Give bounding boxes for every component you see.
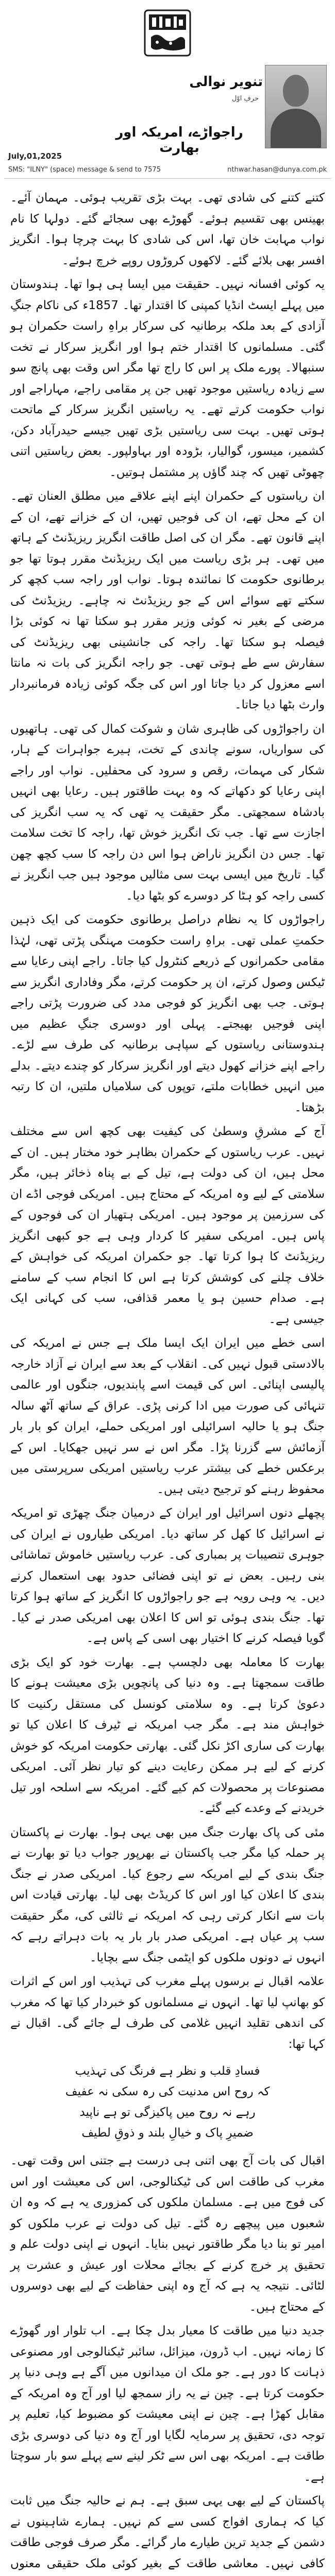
article-paragraph: ان ریاستوں کے حکمران اپنے اپنے علاقے میں مطلق العنان تھے۔ ان کے محل تھے، ان کی فوجیں تھیں، ان کے خزانے تھے، ان کے اپنے قانون تھے۔ مگر ان کی اصل طاقت انگریز ریزیڈنٹ کے ہاتھ میں تھی۔ ہر بڑی ریاست میں ایک ریزیڈنٹ مقرر ہوتا تھا جو برطانوی حکومت کا نمائندہ ہوتا۔ نواب اور راجہ سب کچھ کر سکتے تھے سوائے اس کے جو ریزیڈنٹ نہ چاہے۔ ریزیڈنٹ کی مرضی کے بغیر نہ کوئی وزیر مقرر ہو سکتا تھا نہ کوئی بڑا فیصلہ ہو سکتا تھا۔ راجہ کی جانشینی بھی ریزیڈنٹ کی سفارش سے طے ہوتی تھی۔ جو راجہ انگریز کی بات نہ مانتا اسے معزول کر دیا جاتا اور اس کی جگہ کوئی زیادہ فرمانبردار وارث بٹھا دیا جاتا۔ bbox=[10, 489, 325, 711]
column-title: راجواڑے، امریکہ اور بھارت bbox=[115, 125, 243, 156]
author-role: حرفِ اوّل bbox=[231, 95, 259, 103]
header-divider bbox=[4, 178, 331, 179]
poem-verse: ضمیرِ پاک و خیالِ بلند و ذوقِ لطیف bbox=[81, 2126, 254, 2140]
article-paragraph: پاکستان کے لیے بھی یہی سبق ہے۔ ہم نے حالیہ جنگ میں ثابت کیا کہ ہماری افواج کسی سے کم نہیں۔ ہمارے شاہینوں نے دشمن کے جدید ترین طیارے مار گرائے۔ مگر صرف فوجی طاقت کافی نہیں۔ معاشی طاقت کے بغیر کوئی ملک حقیقی معنوں bbox=[10, 2494, 325, 2570]
poem-verse: فسادِ قلب و نظر ہے فرنگ کی تہذیب bbox=[75, 2064, 260, 2078]
article-paragraph: آج کے مشرقِ وسطیٰ کی کیفیت بھی کچھ اس سے مختلف نہیں۔ عرب ریاستوں کے حکمران بظاہر خود مختار ہیں۔ ان کے محل ہیں، ان کی دولت ہے، تیل کے بے پناہ ذخائر ہیں، مگر سلامتی کے لیے وہ امریکہ کے محتاج ہیں۔ امریکی فوجی اڈے ان کی سرزمین پر موجود ہیں۔ امریکی ہتھیار ان کی فوجوں کے پاس ہیں۔ امریکی سفیر کا کردار وہی ہے جو کبھی انگریز ریزیڈنٹ کا ہوا کرتا تھا۔ جو حکمران امریکہ کی خواہش کے خلاف چلنے کی کوشش کرتا ہے اس کا انجام سب کے سامنے ہے۔ صدام حسین ہو یا معمر قذافی، سب کی کہانی ایک جیسی ہے۔ bbox=[10, 1125, 325, 1326]
author-email: nthwar.hasan@dunya.com.pk bbox=[227, 166, 327, 174]
article-paragraph: اسی خطے میں ایران ایک ایسا ملک ہے جس نے امریکہ کی بالادستی قبول نہیں کی۔ انقلاب کے بعد سے ایران نے آزاد خارجہ پالیسی اپنائی۔ اس کی قیمت اسے پابندیوں، جنگوں اور عالمی تنہائی کی صورت میں ادا کرنی پڑی۔ عراق کے ساتھ آٹھ سالہ جنگ ہو یا حالیہ اسرائیلی اور امریکی حملے، ایران کو بار بار آزمائش سے گزرنا پڑا۔ مگر اس نے سر نہیں جھکایا۔ اس کے برعکس خطے کی بیشتر عرب ریاستیں امریکی سرپرستی میں محفوظ رہنے کو ترجیح دیتی ہیں۔ bbox=[10, 1336, 325, 1496]
poem-quote bbox=[10, 2061, 325, 2143]
article-body bbox=[10, 188, 325, 2570]
article-paragraph: بھارت کا معاملہ بھی دلچسپ ہے۔ بھارت خود کو ایک بڑی طاقت سمجھتا ہے۔ وہ دنیا کی پانچویں بڑی معیشت ہونے کا دعویٰ کرتا ہے۔ وہ سلامتی کونسل کی مستقل رکنیت کا خواہش مند ہے۔ مگر جب امریکہ نے ٹیرف کا اعلان کیا تو بھارت کی ساری اکڑ نکل گئی۔ بھارتی حکومت امریکہ کو خوش کرنے کے لیے ہر ممکن رعایت دینے کو تیار نظر آئی۔ امریکی مصنوعات پر محصولات کم کیے گئے۔ امریکہ سے اسلحہ اور تیل خریدنے کے وعدے کیے گئے۔ bbox=[10, 1655, 325, 1815]
author-photo-shoulders bbox=[271, 109, 321, 148]
article-paragraph: پچھلے دنوں اسرائیل اور ایران کے درمیان جنگ چھڑی تو امریکہ نے اسرائیل کا کھل کر ساتھ دیا۔ امریکی طیاروں نے ایران کی جوہری تنصیبات پر بمباری کی۔ عرب ریاستیں خاموش تماشائی بنی رہیں۔ بعض نے تو اپنی فضائی حدود بھی استعمال کرنے دیں۔ یہ وہی رویہ ہے جو راجواڑوں کا انگریز کے ساتھ ہوا کرتا تھا۔ جنگ بندی ہوئی تو اس کا اعلان بھی امریکی صدر نے کیا۔ گویا فیصلہ کرنے کا اختیار بھی اسی کے پاس ہے۔ bbox=[10, 1506, 325, 1645]
article-paragraph: مئی کی پاک بھارت جنگ میں بھی یہی ہوا۔ بھارت نے پاکستان پر حملہ کیا مگر جب پاکستان نے بھرپور جواب دیا تو بھارت نے جنگ بندی کے لیے امریکہ سے رجوع کیا۔ امریکی صدر نے جنگ بندی کا اعلان کیا اور اس کا کریڈٹ بھی لیا۔ بھارتی قیادت اس بات سے انکار کرتی رہی کہ امریکہ نے ثالثی کی، مگر حقیقت سب پر عیاں ہے۔ امریکی صدر بار بار یہ بات دہراتے رہے کہ انہوں نے دونوں ملکوں کو ایٹمی جنگ سے بچایا۔ bbox=[10, 1825, 325, 1964]
article-paragraph: یہ کوئی افسانہ نہیں۔ حقیقت میں ایسا ہی ہوا تھا۔ ہندوستان میں پہلے ایسٹ انڈیا کمپنی کا اقتدار تھا۔ 1857ء کی ناکام جنگِ آزادی کے بعد ملکہ برطانیہ کی سرکار براہِ راست حکمران ہو گئی۔ مسلمانوں کا اقتدار ختم ہوا اور انگریز سرکار نے تخت سنبھالا۔ پورے ملک پر اس کا راج تھا مگر اس وقت بھی پانچ سو سے زیادہ ریاستیں موجود تھیں جن پر مقامی راجے، مہاراجے اور نواب حکومت کرتے تھے۔ یہ ریاستیں انگریز سرکار کے ماتحت ہوتی تھیں۔ بہت سی ریاستیں بڑی تھیں جیسے حیدرآباد دکن، کشمیر، میسور، گوالیار، بڑودہ اور بہاولپور۔ بعض ریاستیں اتنی چھوٹی تھیں کہ چند گاؤں پر مشتمل ہوتیں۔ bbox=[10, 278, 325, 479]
sms-note: SMS: "ILNY" (space) message & send to 7575 bbox=[8, 166, 161, 174]
article-paragraph: علامہ اقبال نے برسوں پہلے مغرب کی تہذیب اور اس کے اثرات کو بھانپ لیا تھا۔ انہوں نے مسلمانوں کو خبردار کیا تھا کہ مغرب کی اندھی تقلید انہیں غلامی کی طرف لے جائے گی۔ اقبال نے کہا تھا: bbox=[10, 1975, 325, 2051]
column-header bbox=[4, 63, 331, 180]
author-photo bbox=[265, 65, 327, 148]
article-paragraph: ان راجواڑوں کی ظاہری شان و شوکت کمال کی تھی۔ ہاتھیوں کی سواریاں، سونے چاندی کے تخت، ہیرے جواہرات کے ہار، شکار کی مہمات، رقص و سرود کی محفلیں۔ نواب اور راجے اپنی رعایا کو دکھاتے کہ وہ بہت طاقتور ہیں۔ رعایا بھی انہیں بادشاہ سمجھتی۔ مگر حقیقت یہ تھی کہ یہ سب انگریز کی اجازت سے تھا۔ جب تک انگریز خوش تھا، راجہ کا تخت سلامت تھا۔ جس دن انگریز ناراض ہوا اس دن راجہ کا سب کچھ چھن گیا۔ تاریخ میں ایسی بہت سی مثالیں موجود ہیں جب انگریز نے کسی راجہ کو ہٹا کر دوسرے کو بٹھا دیا۔ bbox=[10, 722, 325, 903]
masthead-logo bbox=[142, 7, 193, 59]
article-paragraph: کتنے کتنے کی شادی تھی۔ بہت بڑی تقریب ہوئی۔ مہمان آئے۔ بھینس بھی تقسیم ہوئے۔ گھوڑے بھی سجائے گئے۔ دولہا کا نام نواب مہابت خان تھا، اس کی شادی کا بہت چرچا ہوا۔ انگریز افسر بھی بلائے گئے۔ لاکھوں کروڑوں روپے خرچ ہوئے۔ bbox=[10, 191, 325, 267]
author-name: تنویر نوالی bbox=[189, 74, 263, 90]
article-paragraph: راجواڑوں کا یہ نظام دراصل برطانوی حکومت کی ایک ذہین حکمتِ عملی تھی۔ براہِ راست حکومت مہنگی پڑتی تھی، لہٰذا مقامی حکمرانوں کے ذریعے کنٹرول کیا جاتا۔ راجے اپنی رعایا سے ٹیکس وصول کرتے، ان پر حکومت کرتے، مگر وفاداری انگریز سے ہوتی۔ جب بھی انگریز کو فوجی مدد کی ضرورت پڑتی راجے اپنی فوجیں بھیجتے۔ پہلی اور دوسری جنگِ عظیم میں ہندوستانی ریاستوں کے سپاہی برطانیہ کی طرف سے لڑے۔ راجے اپنے خزانے کھول دیتے اور انگریز سرکار کو چندے دیتے۔ بدلے میں انہیں خطابات ملتے، توپوں کی سلامیاں ملتیں، ان کا رتبہ بڑھتا۔ bbox=[10, 913, 325, 1114]
publication-date: July,01,2025 bbox=[8, 151, 62, 161]
dunya-newspaper-logo-icon bbox=[142, 7, 193, 59]
author-photo-head bbox=[283, 75, 309, 107]
poem-verse: رہے نہ روح میں پاکیزگی تو ہے ناپید bbox=[79, 2106, 256, 2119]
poem-verse: کہ روح اس مدنیت کی رہ سکی نہ عفیف bbox=[65, 2085, 270, 2098]
article-paragraph: اقبال کی بات آج بھی اتنی ہی درست ہے جتنی اس وقت تھی۔ مغرب کی طاقت اس کی ٹیکنالوجی، اس کی معیشت اور اس کی فوج میں ہے۔ مسلمان ملکوں کی کمزوری یہ ہے کہ وہ ان شعبوں میں پیچھے رہ گئے۔ تیل کی دولت نے عرب ملکوں کو امیر تو بنا دیا مگر طاقتور نہیں بنایا۔ انہوں نے اپنی دولت علم و تحقیق پر خرچ کرنے کے بجائے محلات اور عیش و عشرت پر لٹائی۔ نتیجہ یہ ہے کہ آج وہ اپنی حفاظت کے لیے بھی دوسروں کے محتاج ہیں۔ bbox=[10, 2154, 325, 2314]
article-paragraph: جدید دنیا میں طاقت کا معیار بدل چکا ہے۔ اب تلوار اور گھوڑے کا زمانہ نہیں۔ اب ڈرون، میزائل، سائبر ٹیکنالوجی اور مصنوعی ذہانت کا دور ہے۔ جو ملک ان میدانوں میں آگے ہے وہی دنیا پر حکومت کرتا ہے۔ چین نے یہ راز سمجھ لیا اور آج وہ امریکہ کے مقابل کھڑا ہے۔ چین نے اپنی معیشت کو مضبوط کیا، تعلیم پر توجہ دی، تحقیق پر سرمایہ لگایا اور آج وہ دنیا کی دوسری بڑی طاقت ہے۔ امریکہ بھی اس سے ٹکر لینے سے پہلے سو بار سوچتا ہے۔ bbox=[10, 2324, 325, 2484]
